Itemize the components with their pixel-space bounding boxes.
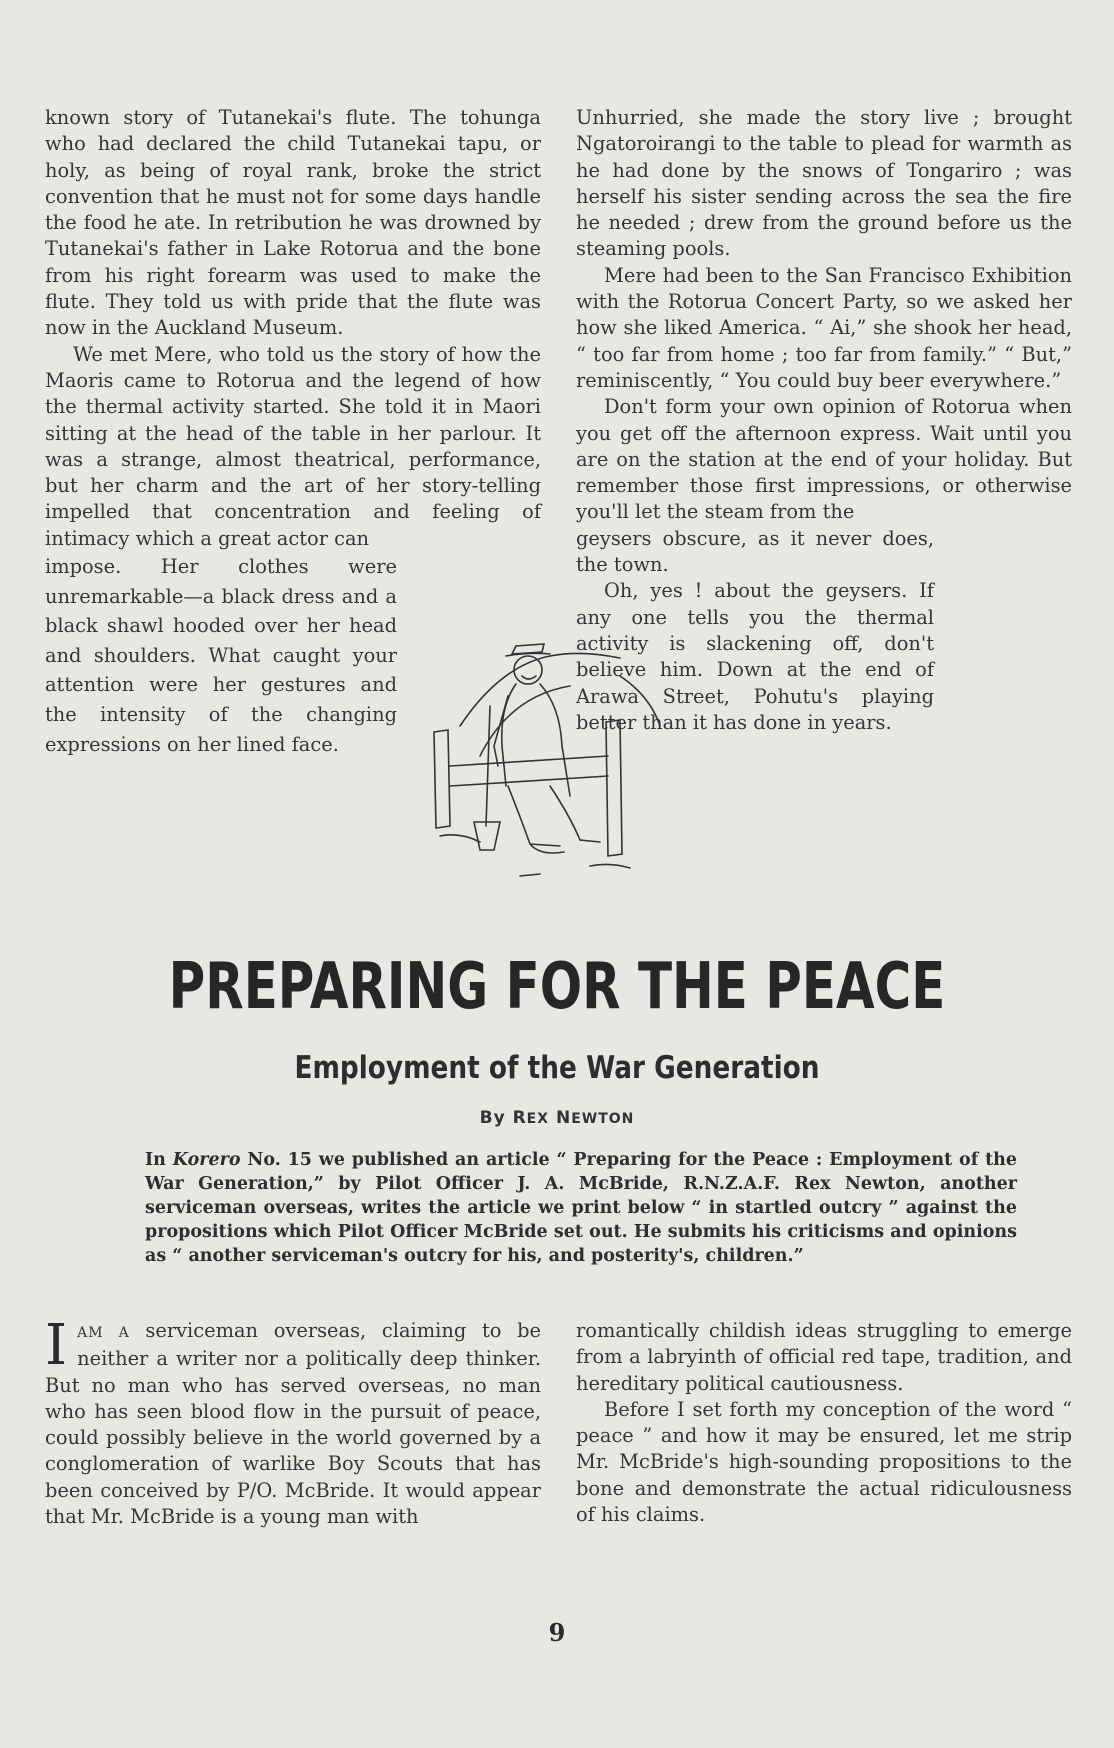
paragraph: Unhurried, she made the story live ; brought Ngatoroirangi to the table to plead for warmth as he had done by the snows of Tongariro ; was herself his sister sending across the sea the fire he needed ; drew from the ground before us the steaming pools.	[576, 106, 1072, 261]
bottom-left-column	[45, 1313, 542, 1530]
man-with-spade-illustration	[420, 636, 680, 886]
paragraph: We met Mere, who told us the story of how the Maoris came to Rotorua and the legend of how the thermal activity started. She told it in Maori sitting at the head of the table in her parlour. It was a strange, almost theatrical, performance, but her charm and the art of her story-telling impelled that concentration and feeling of intimacy which a great actor can	[45, 342, 541, 550]
article-intro	[145, 1148, 1017, 1268]
paragraph: romantically childish ideas struggling to emerge from a labryinth of official red tape, tradition, and hereditary political cautiousness.	[576, 1319, 1072, 1395]
paragraph	[45, 1313, 542, 1530]
magazine-name: Korero	[172, 1150, 241, 1170]
paragraph: known story of Tutanekai's flute. The tohunga who had declared the child Tutanekai tapu, or holy, as being of royal rank, broke the strict convention that he must not for some days handle the food he ate. In retribution he was drowned by Tutanekai's father in Lake Rotorua and the bone from his right forearm was used to make the flute. They told us with pride that the flute was now in the Auckland Museum.	[45, 106, 541, 340]
author-last-initial: N	[555, 1108, 572, 1128]
bottom-right-column	[576, 1318, 1072, 1528]
intro-prefix: In	[145, 1150, 166, 1170]
paragraph: geysers obscure, as it never does, the town.	[576, 526, 934, 577]
article-title: PREPARING FOR THE PEACE	[168, 950, 946, 1024]
paragraph-text: serviceman overseas, claiming to be neither a writer nor a politically deep thinker. But no man who has served overseas, no man who has seen blood flow in the pursuit of peace, could possibly believe in the world governed by a conglomeration of warlike Boy Scouts that has been conceived by P/O. McBride. It would appear that Mr. McBride is a young man with	[45, 1319, 542, 1529]
author-first-rest: EX	[526, 1111, 550, 1127]
drop-cap: I	[45, 1313, 68, 1378]
paragraph: impose. Her clothes were unremarkable—a black dress and a black shawl hooded over her head and shoulders. What caught your attention were her gestures and the intensity of the changing expressions on her lined face.	[45, 555, 397, 756]
paragraph: Oh, yes ! about the geysers. If any one tells you the thermal activity is slackening off, don't believe him. Down at the end of Arawa Street, Pohutu's playing better than it has done in years.	[576, 579, 934, 734]
paragraph: Before I set forth my conception of the word “ peace ” and how it may be ensured, let me strip Mr. McBride's high-sounding propositions to the bone and demonstrate the actual ridiculousness of his claims.	[576, 1397, 1072, 1527]
author-first-initial: R	[512, 1108, 527, 1128]
paragraph: Mere had been to the San Francisco Exhibition with the Rotorua Concert Party, so we asked her how she liked America. “ Ai,” she shook her head, “ too far from home ; too far from family.” “ But,” reminiscently, “ You could buy beer everywhere.”	[576, 263, 1072, 392]
intro-text: No. 15 we published an article “ Preparing for the Peace : Employment of the War Generation,” by Pilot Officer J. A. McBride, R.N.Z.A.F. Rex Newton, another serviceman overseas, writes the article we print below “ in startled outcry ” against the propositions which Pilot Officer McBride set out. He submits his criticisms and opinions as “ another serviceman's outcry for his, and posterity's, children.”	[145, 1150, 1018, 1266]
byline	[0, 1108, 1114, 1128]
paragraph: Don't form your own opinion of Rotorua when you get off the afternoon express. Wait until you are on the station at the end of your holiday. But remember those first impressions, or otherwise you'll let the steam from the	[576, 395, 1072, 524]
author-last-rest: EWTON	[571, 1111, 635, 1127]
small-caps-opening: AM A	[77, 1325, 130, 1341]
article-subtitle: Employment of the War Generation	[294, 1050, 820, 1086]
page-number: 9	[548, 1618, 566, 1647]
byline-by: By	[479, 1108, 506, 1128]
